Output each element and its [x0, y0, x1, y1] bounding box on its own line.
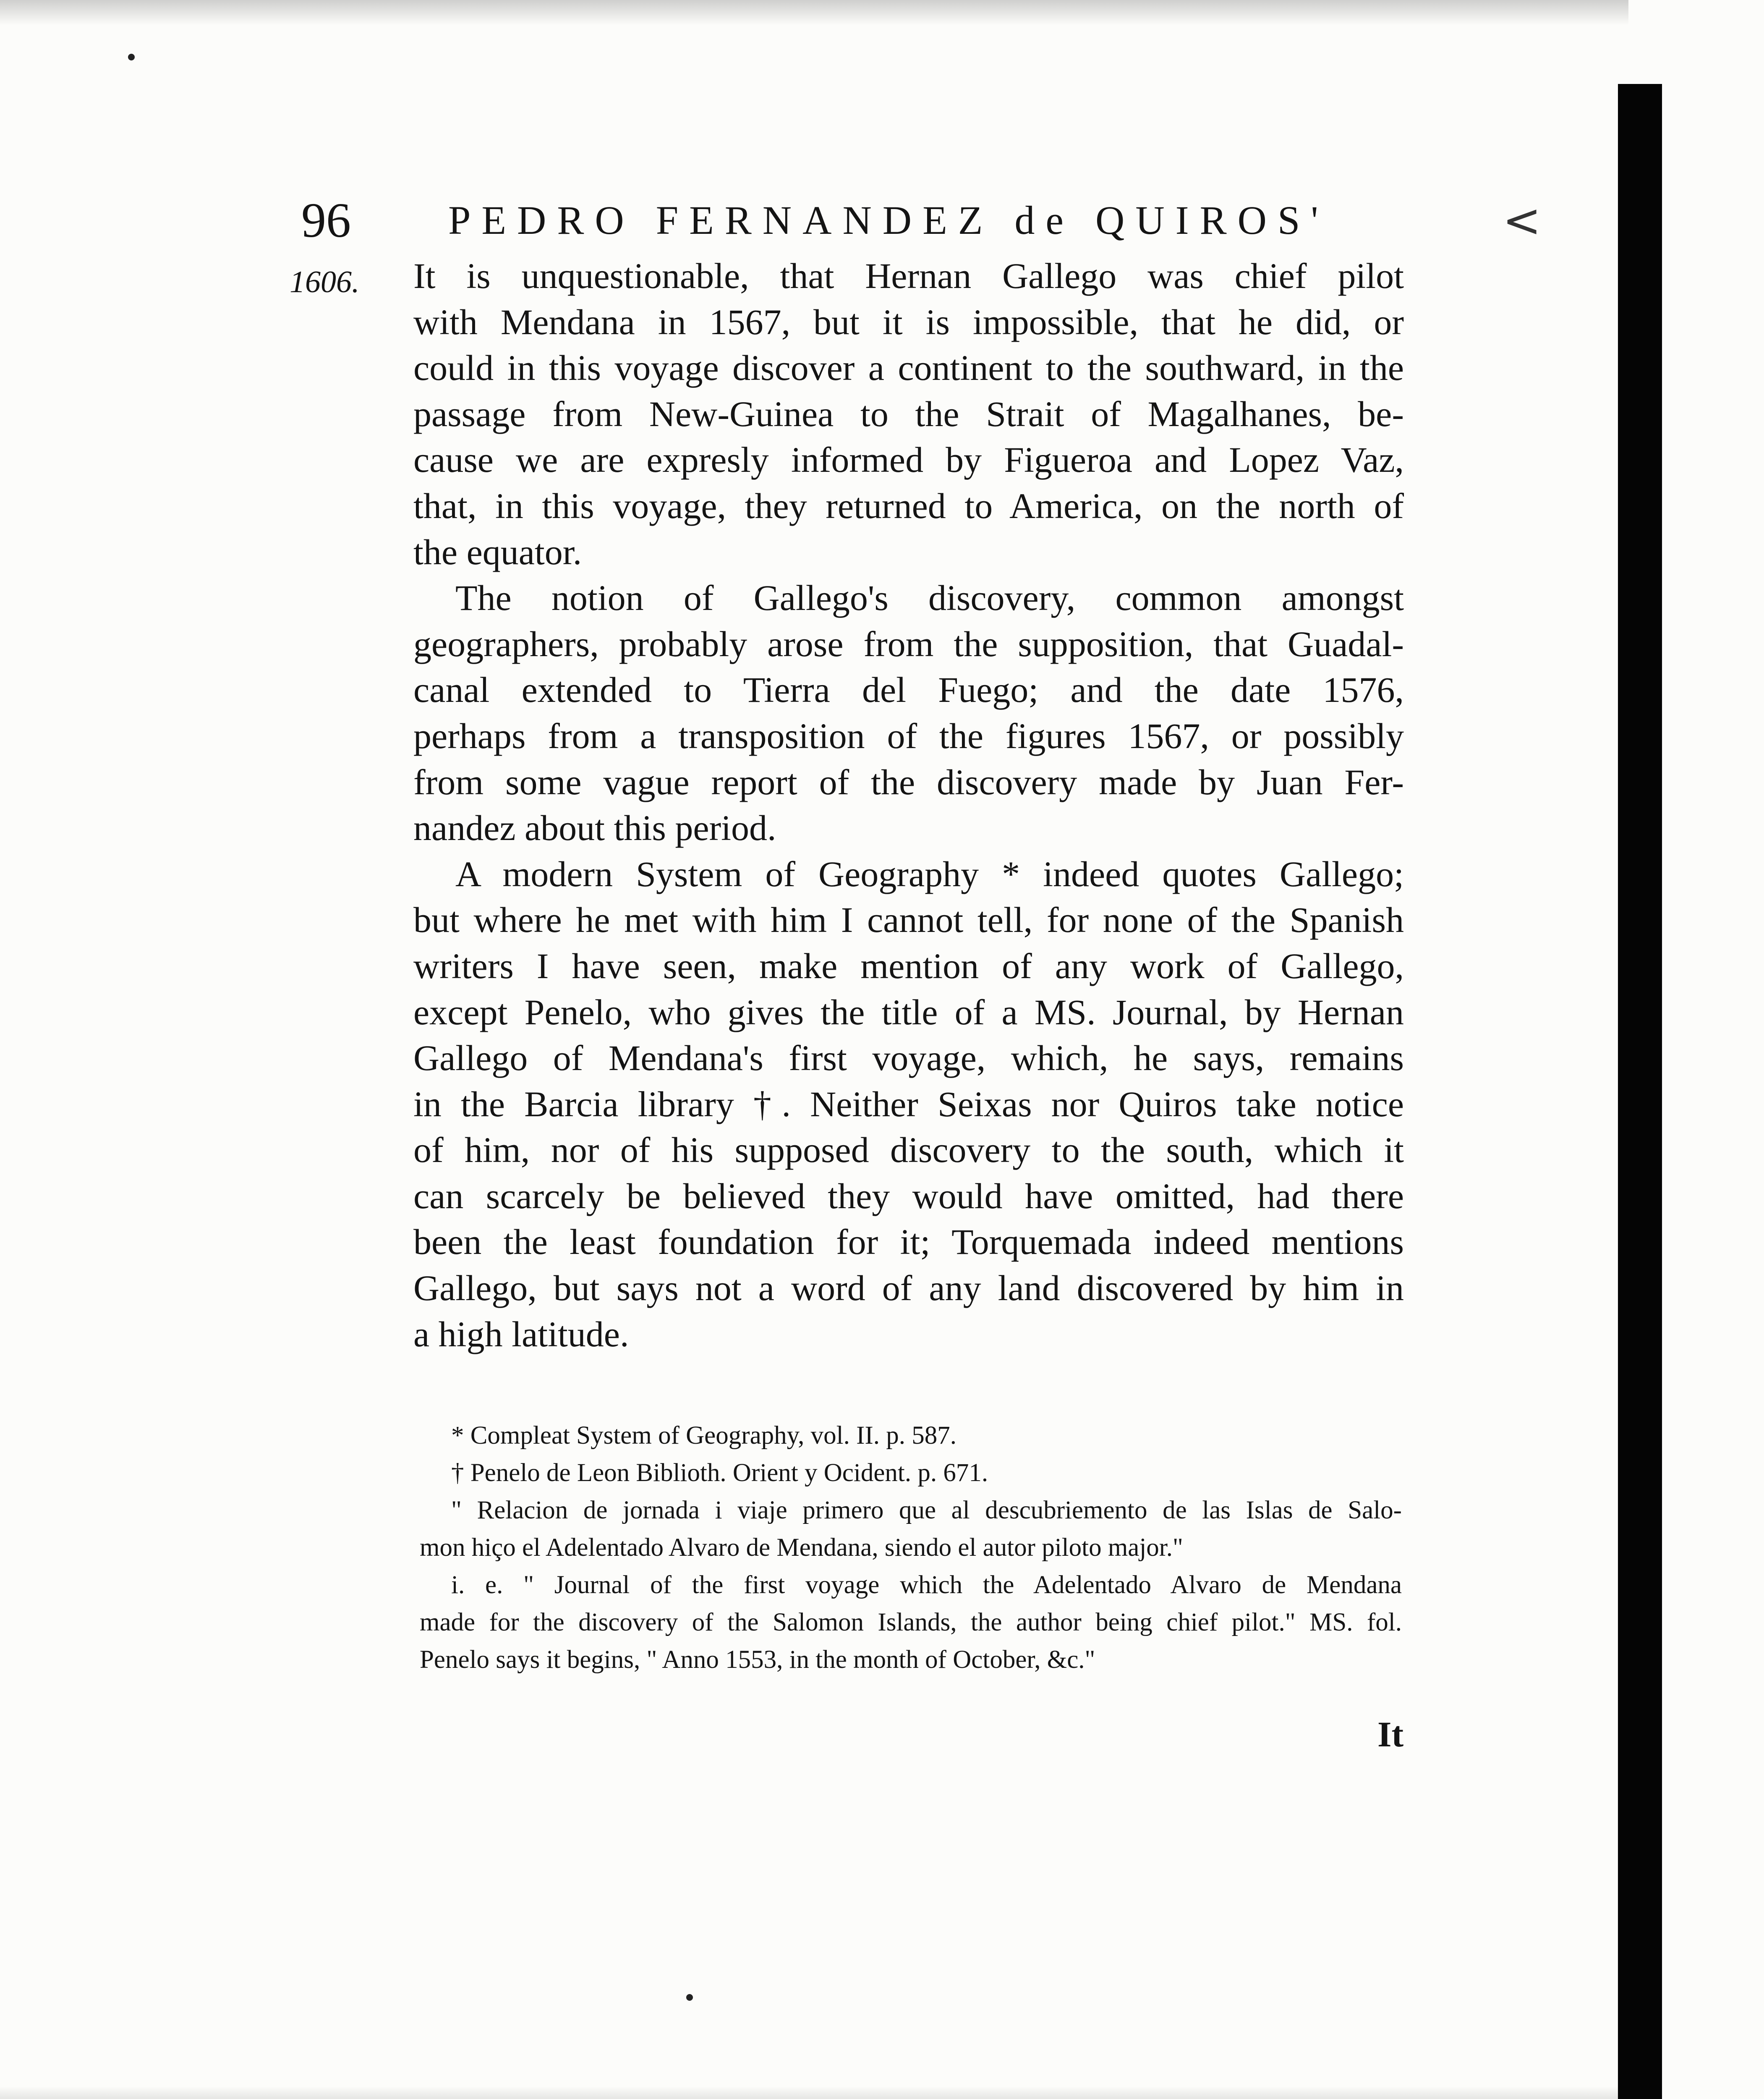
binding-shadow [1618, 84, 1662, 2099]
body-line: perhaps from a transposition of the figures 1567, or possibly [413, 715, 1404, 756]
page-number: 96 [301, 193, 351, 248]
footnote-line: " Relacion de jornada i viaje primero que al descubriemento de las Islas de Salo- [451, 1496, 1402, 1524]
footnote-line: * Compleat System of Geography, vol. II. p. 587. [451, 1421, 957, 1450]
running-head [301, 191, 1426, 250]
footnote-line: † Penelo de Leon Biblioth. Orient y Ocident. p. 671. [451, 1459, 988, 1487]
catchword: It [1377, 1714, 1404, 1754]
body-line: A modern System of Geography * indeed quotes Gallego; [455, 853, 1404, 894]
body-line: canal extended to Tierra del Fuego; and the date 1576, [413, 670, 1404, 710]
body-line: except Penelo, who gives the title of a MS. Journal, by Hernan [413, 992, 1404, 1032]
body-line: It is unquestionable, that Hernan Gallego was chief pilot [413, 256, 1404, 296]
pencil-mark: < [1503, 194, 1542, 247]
scan-edge-top [0, 0, 1628, 25]
body-line: from some vague report of the discovery made by Juan Fer- [413, 762, 1404, 802]
body-line: writers I have seen, make mention of any work of Gallego, [413, 945, 1404, 986]
ink-speck [128, 54, 135, 60]
body-line: that, in this voyage, they returned to America, on the north of [413, 485, 1404, 526]
footnote-line: mon hiço el Adelentado Alvaro de Mendana, siendo el autor piloto major." [420, 1534, 1183, 1562]
body-line: Gallego of Mendana's first voyage, which, he says, remains [413, 1038, 1404, 1078]
footnote-line: made for the discovery of the Salomon Islands, the author being chief pilot." MS. fol. [420, 1608, 1402, 1636]
body-line: nandez about this period. [413, 808, 776, 848]
body-line: been the least foundation for it; Torquemada indeed mentions [413, 1222, 1404, 1262]
body-line: can scarcely be believed they would have omitted, had there [413, 1175, 1404, 1216]
body-line: passage from New-Guinea to the Strait of Magalhanes, be- [413, 393, 1404, 434]
scan-edge-bottom [0, 2086, 1628, 2099]
body-line: a high latitude. [413, 1314, 629, 1354]
footnote-line: Penelo says it begins, " Anno 1553, in the month of October, &c." [420, 1646, 1095, 1674]
body-line: of him, nor of his supposed discovery to the south, which it [413, 1130, 1404, 1170]
body-line: The notion of Gallego's discovery, common amongst [455, 578, 1404, 618]
body-line: geographers, probably arose from the supposition, that Guadal- [413, 623, 1404, 664]
footnote-line: i. e. " Journal of the first voyage which the Adelentado Alvaro de Mendana [451, 1571, 1402, 1599]
body-line: with Mendana in 1567, but it is impossible, that he did, or [413, 301, 1404, 342]
body-line: cause we are expresly informed by Figueroa and Lopez Vaz, [413, 440, 1404, 480]
footnotes [420, 1417, 1402, 1678]
body-line: could in this voyage discover a continent to the southward, in the [413, 348, 1404, 388]
margin-year: 1606. [290, 265, 360, 299]
body-line: in the Barcia library †. Neither Seixas nor Quiros take notice [413, 1084, 1404, 1124]
running-title: PEDRO FERNANDEZ de QUIROS' [448, 198, 1329, 243]
body-text [413, 253, 1404, 1357]
ink-speck [686, 1994, 693, 2001]
body-line: but where he met with him I cannot tell, for none of the Spanish [413, 900, 1404, 940]
body-line: Gallego, but says not a word of any land discovered by him in [413, 1268, 1404, 1309]
body-line: the equator. [413, 531, 582, 572]
